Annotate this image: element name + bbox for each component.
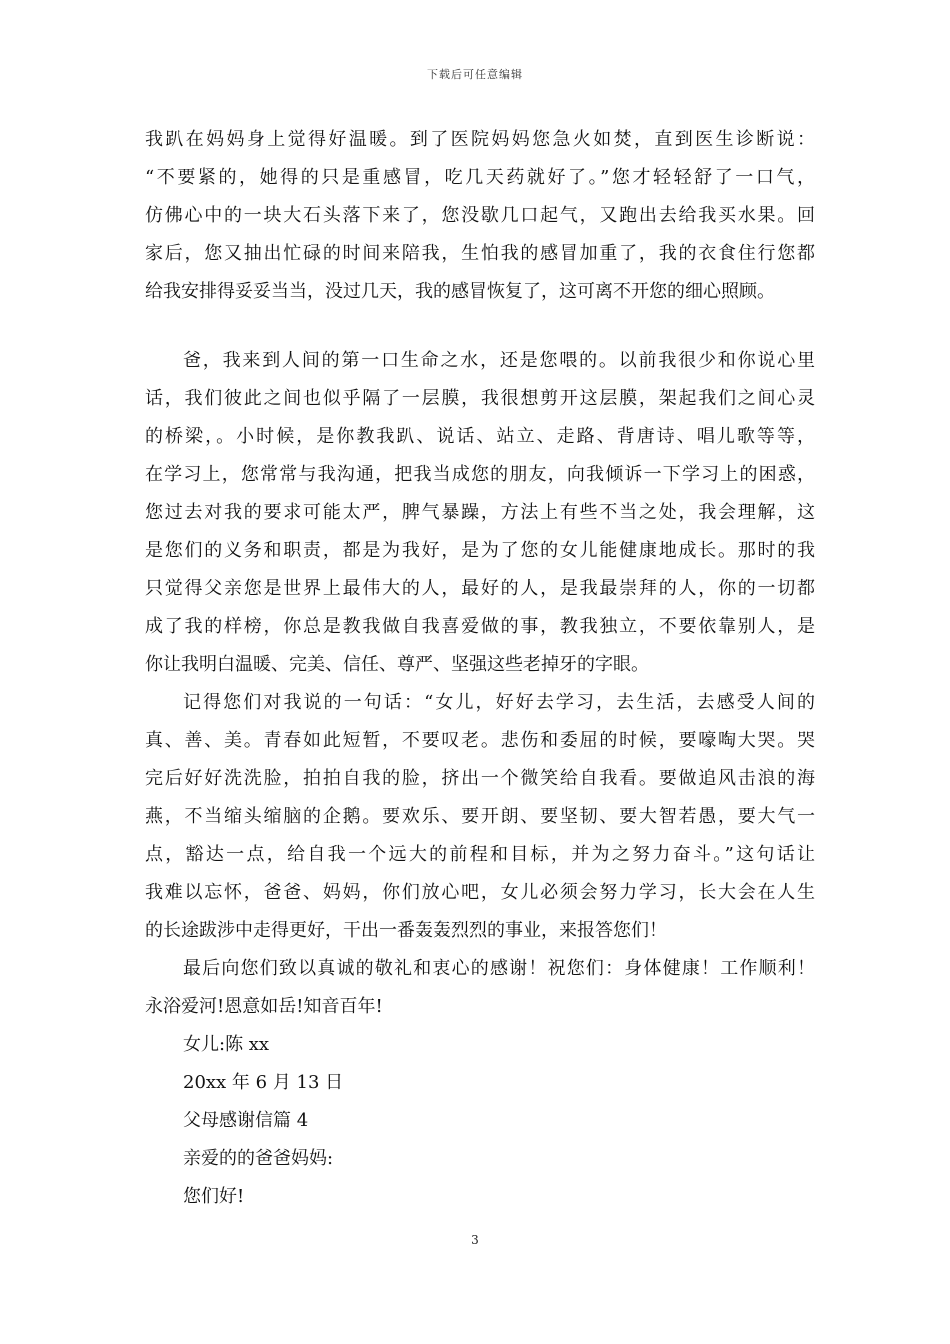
text-line: 话，我们彼此之间也似乎隔了一层膜，我很想剪开这层膜，架起我们之间心灵 xyxy=(145,388,815,409)
greeting: 您们好! xyxy=(183,1186,245,1207)
signature: 女儿:陈 xx xyxy=(183,1034,270,1055)
text-line: 您过去对我的要求可能太严，脾气暴躁，方法上有些不当之处，我会理解，这 xyxy=(145,502,815,523)
text-line: 的桥梁，。小时候，是你教我趴、说话、站立、走路、背唐诗、唱儿歌等等， xyxy=(145,426,815,447)
paragraph-1 xyxy=(145,121,815,311)
text-line: 在学习上，您常常与我沟通，把我当成您的朋友，向我倾诉一下学习上的困惑， xyxy=(145,464,815,485)
letter-date: 20xx 年 6 月 13 日 xyxy=(183,1072,344,1093)
text-line: 的长途跋涉中走得更好，干出一番轰轰烈烈的事业，来报答您们！ xyxy=(145,920,667,941)
text-line: 完后好好洗洗脸，拍拍自我的脸，挤出一个微笑给自我看。要做追风击浪的海 xyxy=(145,768,815,789)
text-line: 我趴在妈妈身上觉得好温暖。到了医院妈妈您急火如焚，直到医生诊断说： xyxy=(145,129,815,150)
text-line: 永浴爱河!恩意如岳!知音百年! xyxy=(145,996,383,1017)
section-title: 父母感谢信篇 4 xyxy=(183,1110,309,1131)
text-line: 最后向您们致以真诚的敬礼和衷心的感谢！祝您们：身体健康！工作顺利！ xyxy=(183,958,815,979)
paragraph-4 xyxy=(145,950,815,1026)
paragraph-gap xyxy=(145,311,815,342)
paragraph-2 xyxy=(145,342,815,684)
text-line: 真、善、美。青春如此短暂，不要叹老。悲伤和委屈的时候，要嚎啕大哭。哭 xyxy=(145,730,815,751)
page-number: 3 xyxy=(471,1233,479,1247)
salutation: 亲爱的的爸爸妈妈: xyxy=(183,1148,334,1169)
text-line: 成了我的样榜，你总是教我做自我喜爱做的事，教我独立，不要依靠别人，是 xyxy=(145,616,815,637)
text-line: 点，豁达一点，给自我一个远大的前程和目标，并为之努力奋斗。”这句话让 xyxy=(145,844,815,865)
text-line: 你让我明白温暖、完美、信任、尊严、坚强这些老掉牙的字眼。 xyxy=(145,654,649,675)
text-line: 仿佛心中的一块大石头落下来了，您没歇几口起气，又跑出去给我买水果。回 xyxy=(145,205,815,226)
text-line: 燕，不当缩头缩脑的企鹅。要欢乐、要开朗、要坚韧、要大智若愚，要大气一 xyxy=(145,806,815,827)
text-line: 我难以忘怀，爸爸、妈妈，你们放心吧，女儿必须会努力学习，长大会在人生 xyxy=(145,882,815,903)
text-line: 只觉得父亲您是世界上最伟大的人，最好的人，是我最崇拜的人，你的一切都 xyxy=(145,578,815,599)
text-line: 家后，您又抽出忙碌的时间来陪我，生怕我的感冒加重了，我的衣食住行您都 xyxy=(145,243,815,264)
text-line: 记得您们对我说的一句话：“女儿，好好去学习，去生活，去感受人间的 xyxy=(183,692,815,713)
document-body xyxy=(145,121,815,1216)
text-line: 给我安排得妥妥当当，没过几天，我的感冒恢复了，这可离不开您的细心照顾。 xyxy=(145,281,775,302)
page-header: 下载后可任意编辑 xyxy=(427,68,523,81)
paragraph-3 xyxy=(145,684,815,950)
text-line: 是您们的义务和职责，都是为我好，是为了您的女儿能健康地成长。那时的我 xyxy=(145,540,815,561)
text-line: “不要紧的，她得的只是重感冒，吃几天药就好了。”您才轻轻舒了一口气， xyxy=(145,167,815,188)
text-line: 爸，我来到人间的第一口生命之水，还是您喂的。以前我很少和你说心里 xyxy=(183,350,815,371)
